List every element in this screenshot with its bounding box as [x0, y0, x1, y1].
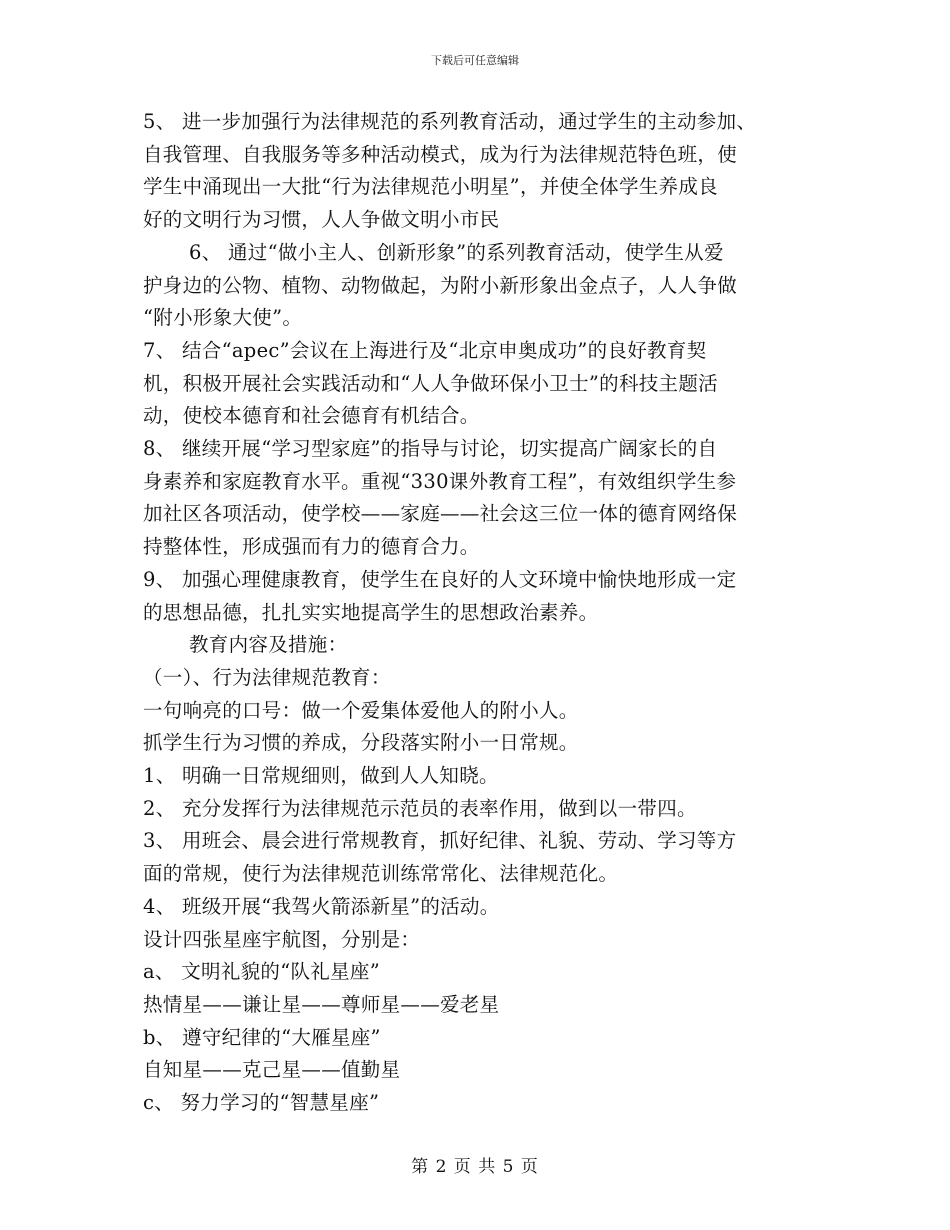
text-line: 8、 继续开展“学习型家庭”的指导与讨论，切实提高广阔家长的自 — [143, 437, 718, 461]
text-line: a、 文明礼貌的“队礼星座” — [143, 960, 380, 984]
text-line: 热情星——谦让星——尊师星——爱老星 — [143, 992, 500, 1016]
text-line: c、 努力学习的“智慧星座” — [143, 1091, 380, 1115]
text-line: 动，使校本德育和社会德育有机结合。 — [143, 404, 480, 428]
text-line: 自我管理、自我服务等多种活动模式，成为行为法律规范特色班，使 — [143, 142, 738, 166]
text-line: 持整体性，形成强而有力的德育合力。 — [143, 535, 480, 559]
text-line: 一句响亮的口号：做一个爱集体爱他人的附小人。 — [143, 698, 579, 722]
text-line: 1、 明确一日常规细则，做到人人知晓。 — [143, 764, 499, 788]
text-line: 9、 加强心理健康教育，使学生在良好的人文环境中愉快地形成一定 — [143, 567, 737, 591]
text-line: “附小形象大使”。 — [143, 306, 303, 330]
document-body — [143, 106, 823, 1120]
text-line: 4、 班级开展“我驾火箭添新星”的活动。 — [143, 894, 500, 918]
text-line: 面的常规，使行为法律规范训练常常化、法律规范化。 — [143, 862, 619, 886]
text-line: 5、 进一步加强行为法律规范的系列教育活动，通过学生的主动参加、 — [143, 110, 757, 133]
text-line: 加社区各项活动，使学校——家庭——社会这三位一体的德育网络保 — [143, 502, 737, 526]
page-header: 下载后可任意编辑 — [431, 54, 519, 67]
text-line: 好的文明行为习惯，人人争做文明小市民 — [143, 208, 500, 232]
text-line: 学生中涌现出一大批“行为法律规范小明星”，并使全体学生养成良 — [143, 175, 718, 199]
text-line: 6、 通过“做小主人、创新形象”的系列教育活动，使学生从爱 — [189, 240, 724, 264]
text-line: 教育内容及措施： — [189, 633, 348, 657]
text-line: 2、 充分发挥行为法律规范示范员的表率作用，做到以一带四。 — [143, 796, 697, 820]
text-line: 护身边的公物、植物、动物做起，为附小新形象出金点子，人人争做 — [143, 273, 738, 297]
text-line: 身素养和家庭教育水平。重视“330课外教育工程”，有效组织学生参 — [143, 469, 737, 493]
text-line: （一）、行为法律规范教育： — [143, 665, 391, 689]
text-line: 设计四张星座宇航图，分别是： — [143, 927, 421, 951]
text-line: 3、 用班会、晨会进行常规教育，抓好纪律、礼貌、劳动、学习等方 — [143, 829, 737, 853]
text-line: b、 遵守纪律的“大雁星座” — [143, 1025, 381, 1049]
text-line: 自知星——克己星——值勤星 — [143, 1058, 401, 1082]
text-line: 抓学生行为习惯的养成，分段落实附小一日常规。 — [143, 731, 579, 755]
page-number: 第 2 页 共 5 页 — [411, 1157, 539, 1177]
text-line: 机，积极开展社会实践活动和“人人争做环保小卫士”的科技主题活 — [143, 371, 718, 395]
text-line: 的思想品德，扎扎实实地提高学生的思想政治素养。 — [143, 600, 599, 624]
text-line: 7、 结合“apec”会议在上海进行及“北京申奥成功”的良好教育契 — [143, 338, 707, 362]
